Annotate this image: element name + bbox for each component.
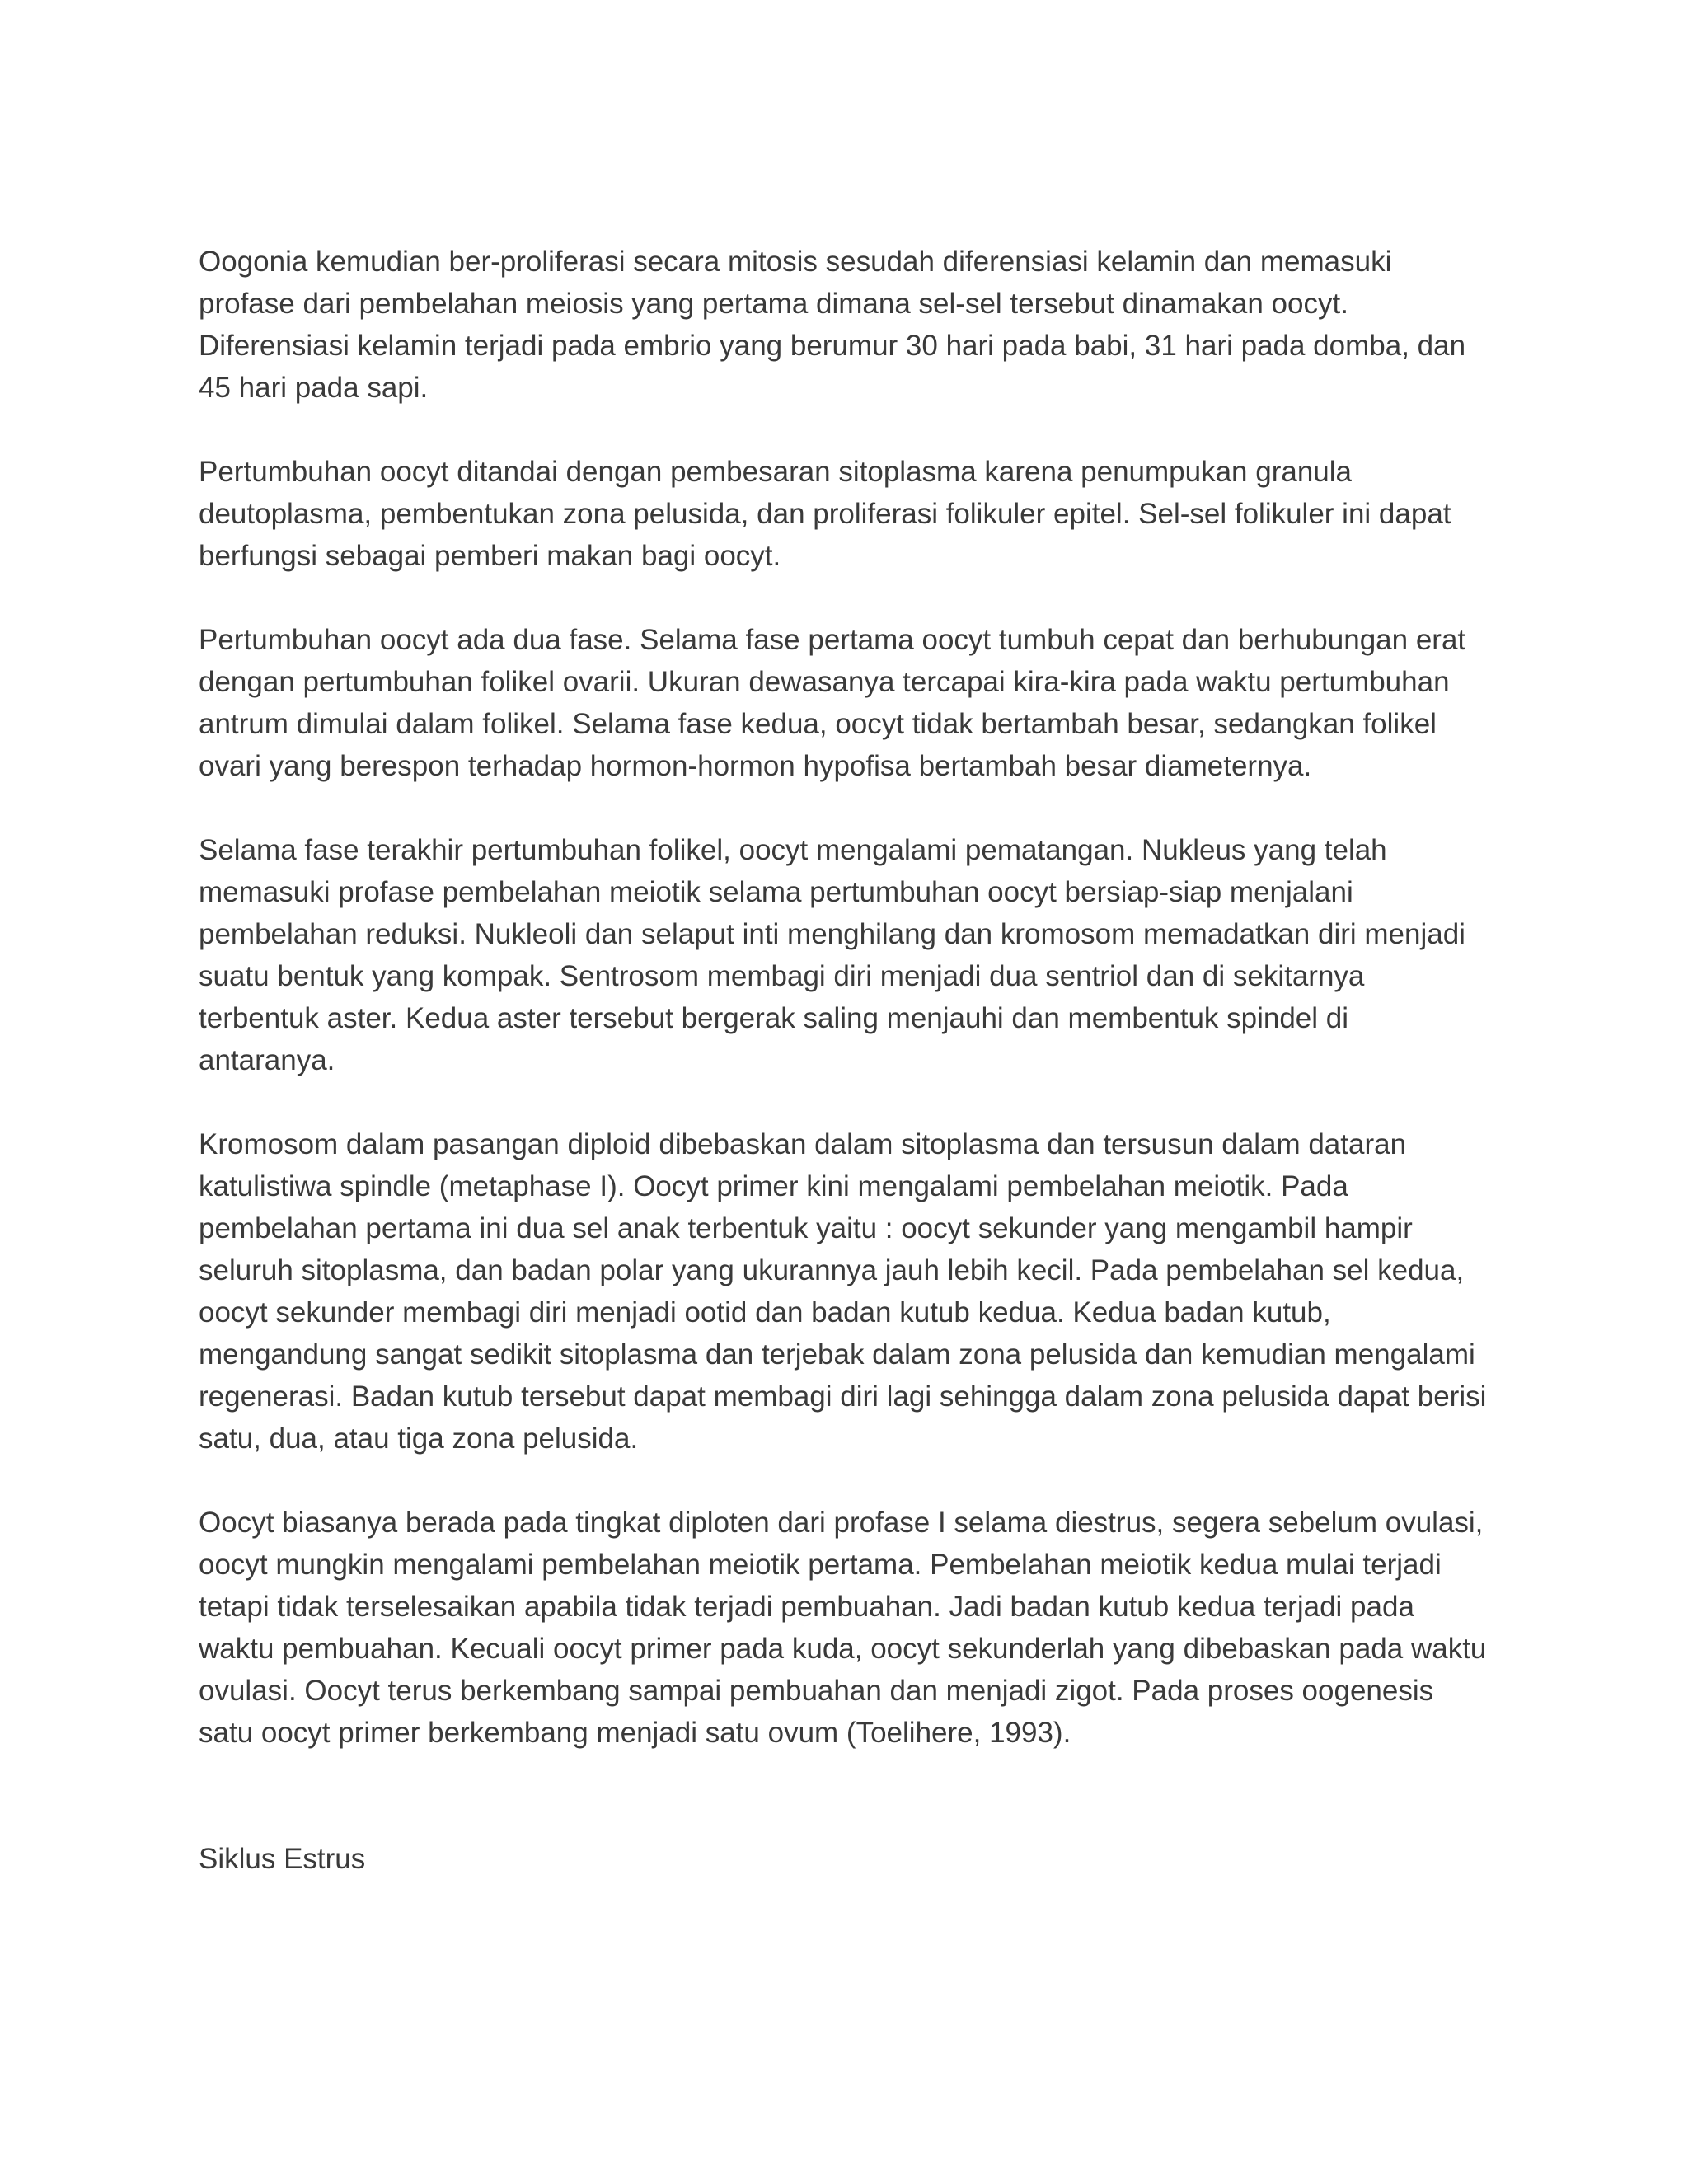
paragraph-kromosom: Kromosom dalam pasangan diploid dibebaskan dalam sitoplasma dan tersusun dalam dataran katulistiwa spindle (metaphase I). Oocyt primer kini mengalami pembelahan meiotik. Pada pembelahan pertama ini dua sel anak terbentuk yaitu : oocyt sekunder yang mengambil hampir seluruh sitoplasma, dan badan polar yang ukurannya jauh lebih kecil. Pada pembelahan sel kedua, oocyt sekunder membagi diri menjadi ootid dan badan kutub kedua. Kedua badan kutub, mengandung sangat sedikit sitoplasma dan terjebak dalam zona pelusida dan kemudian mengalami regenerasi. Badan kutub tersebut dapat membagi diri lagi sehingga dalam zona pelusida dapat berisi satu, dua, atau tiga zona pelusida. xyxy=(199,1128,1487,1455)
section-heading: Siklus Estrus xyxy=(199,1843,366,1875)
paragraph-dua-fase: Pertumbuhan oocyt ada dua fase. Selama fase pertama oocyt tumbuh cepat dan berhubungan erat dengan pertumbuhan folikel ovarii. Ukuran dewasanya tercapai kira-kira pada waktu pertumbuhan antrum dimulai dalam folikel. Selama fase kedua, oocyt tidak bertambah besar, sedangkan folikel ovari yang berespon terhadap hormon-hormon hypofisa bertambah besar diameternya. xyxy=(199,624,1466,782)
paragraph-diploten: Oocyt biasanya berada pada tingkat diploten dari profase I selama diestrus, segera sebelum ovulasi, oocyt mungkin mengalami pembelahan meiotik pertama. Pembelahan meiotik kedua mulai terjadi tetapi tidak terselesaikan apabila tidak terjadi pembuahan. Jadi badan kutub kedua terjadi pada waktu pembuahan. Kecuali oocyt primer pada kuda, oocyt sekunderlah yang dibebaskan pada waktu ovulasi. Oocyt terus berkembang sampai pembuahan dan menjadi zigot. Pada proses oogenesis satu oocyt primer berkembang menjadi satu ovum (Toelihere, 1993). xyxy=(199,1507,1487,1749)
paragraph-pematangan: Selama fase terakhir pertumbuhan folikel, oocyt mengalami pematangan. Nukleus yang telah memasuki profase pembelahan meiotik selama pertumbuhan oocyt bersiap-siap menjalani pembelahan reduksi. Nukleoli dan selaput inti menghilang dan kromosom memadatkan diri menjadi suatu bentuk yang kompak. Sentrosom membagi diri menjadi dua sentriol dan di sekitarnya terbentuk aster. Kedua aster tersebut bergerak saling menjauhi dan membentuk spindel di antaranya. xyxy=(199,834,1465,1076)
document-page xyxy=(199,241,1493,1880)
paragraph-pertumbuhan-oocyt: Pertumbuhan oocyt ditandai dengan pembesaran sitoplasma karena penumpukan granula deutoplasma, pembentukan zona pelusida, dan proliferasi folikuler epitel. Sel-sel folikuler ini dapat berfungsi sebagai pemberi makan bagi oocyt. xyxy=(199,456,1451,572)
paragraph-oogonia: Oogonia kemudian ber-proliferasi secara mitosis sesudah diferensiasi kelamin dan memasuki profase dari pembelahan meiosis yang pertama dimana sel-sel tersebut dinamakan oocyt. Diferensiasi kelamin terjadi pada embrio yang berumur 30 hari pada babi, 31 hari pada domba, dan 45 hari pada sapi. xyxy=(199,246,1466,404)
